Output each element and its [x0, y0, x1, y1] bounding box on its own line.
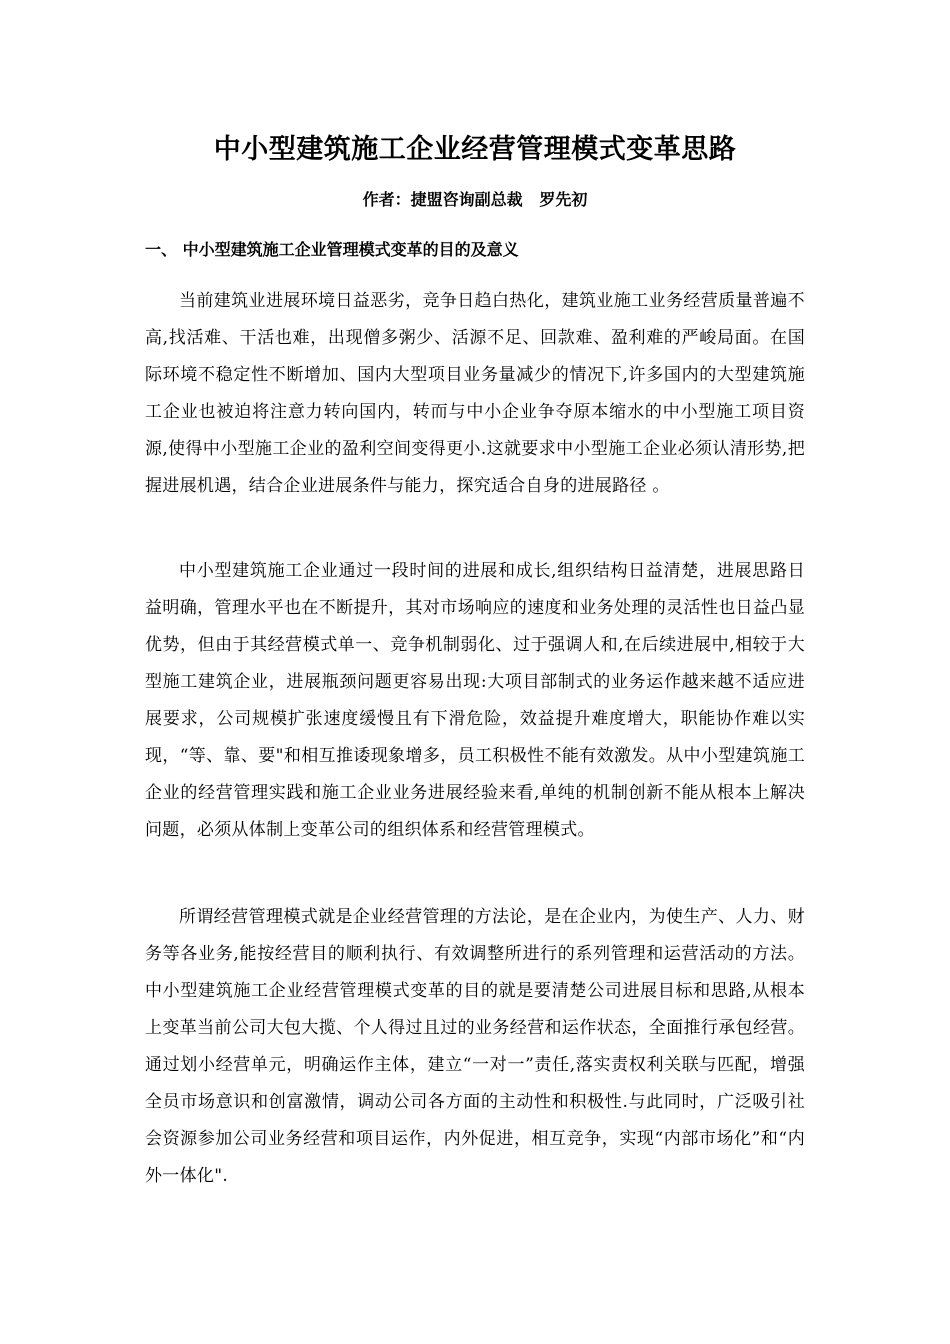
body-paragraph: 所谓经营管理模式就是企业经营管理的方法论，是在企业内，为使生产、人力、财务等各业务,能按经营目的顺利执行、有效调整所进行的系列管理和运营活动的方法。中小型建筑施工企业经营管理模式变革的目的就是要清楚公司进展目标和思路,从根本上变革当前公司大包大揽、个人得过且过的业务经营和运作状态，全面推行承包经营。通过划小经营单元，明确运作主体，建立“一对一”责任,落实责权利关联与匹配，增强全员市场意识和创富激情，调动公司各方面的主动性和积极性.与此同时，广泛吸引社会资源参加公司业务经营和项目运作，内外促进，相互竞争，实现“内部市场化”和“内外一体化". [145, 907, 805, 1186]
document-title: 中小型建筑施工企业经营管理模式变革思路 [213, 134, 737, 165]
author-line: 作者：捷盟咨询副总裁 罗先初 [362, 190, 588, 209]
body-paragraph: 当前建筑业进展环境日益恶劣，竞争日趋白热化，建筑业施工业务经营质量普遍不高,找活难、干活也难，出现僧多粥少、活源不足、回款难、盈利难的严峻局面。在国际环境不稳定性不断增加、国内大型项目业务量减少的情况下,许多国内的大型建筑施工企业也被迫将注意力转向国内，转而与中小企业争夺原本缩水的中小型施工项目资源,使得中小型施工企业的盈利空间变得更小.这就要求中小型施工企业必须认清形势,把握进展机遇，结合企业进展条件与能力，探究适合自身的进展路径 。 [145, 291, 805, 496]
section-heading: 一、 中小型建筑施工企业管理模式变革的目的及意义 [145, 240, 519, 259]
body-paragraph: 中小型建筑施工企业通过一段时间的进展和成长,组织结构日益清楚，进展思路日益明确，管理水平也在不断提升，其对市场响应的速度和业务处理的灵活性也日益凸显优势，但由于其经营模式单一、竞争机制弱化、过于强调人和,在后续进展中,相较于大型施工建筑企业，进展瓶颈问题更容易出现:大项目部制式的业务运作越来越不适应进展要求，公司规模扩张速度缓慢且有下滑危险，效益提升难度增大，职能协作难以实现，“等、靠、要"和相互推诿现象增多，员工积极性不能有效激发。从中小型建筑施工企业的经营管理实践和施工企业业务进展经验来看,单纯的机制创新不能从根本上解决问题，必须从体制上变革公司的组织体系和经营管理模式。 [145, 561, 805, 840]
